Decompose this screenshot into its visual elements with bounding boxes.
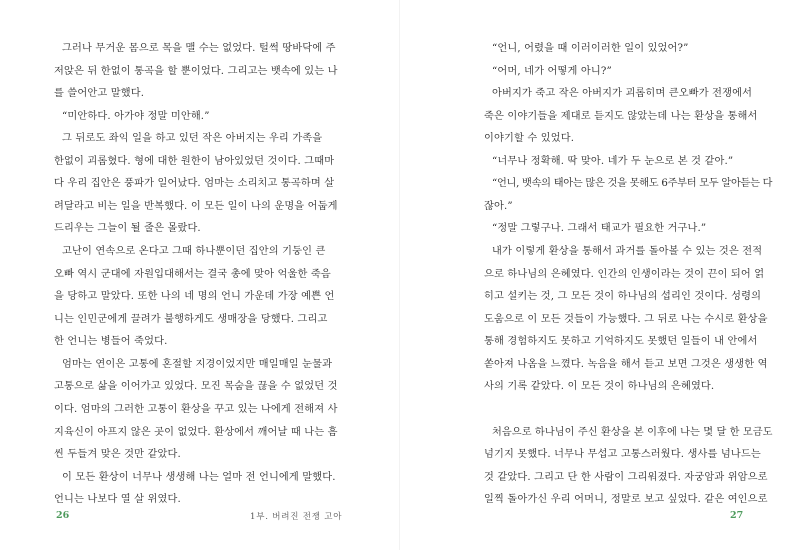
page-number: 26 xyxy=(56,510,70,521)
text-line: 언니는 나보다 열 살 위였다. xyxy=(54,494,181,505)
text-line: “언니, 어렸을 때 이러이러한 일이 있었어?” xyxy=(492,43,689,54)
text-line: 넘기지 못했다. 너무나 무섭고 고통스러웠다. 생사를 넘나드는 xyxy=(484,449,761,460)
text-line: 다 우리 집안은 풍파가 일어났다. 엄마는 소리치고 통곡하며 살 xyxy=(54,178,335,189)
text-line: 그 뒤로도 좌익 일을 하고 있던 작은 아버지는 우리 가족을 xyxy=(62,133,323,144)
text-line: 지육신이 아프지 않은 곳이 없었다. 환상에서 깨어날 때 나는 흠 xyxy=(54,427,338,438)
text-line: 드리우는 그늘이 될 줄은 몰랐다. xyxy=(54,223,201,234)
text-line: 으로 하나님의 은혜였다. 인간의 인생이라는 것이 끈이 되어 얽 xyxy=(484,269,765,280)
text-line: “정말 그렇구나. 그래서 태교가 필요한 거구나.” xyxy=(492,223,707,234)
text-line: 을 당하고 말았다. 또한 나의 네 명의 언니 가운데 가장 예쁜 언 xyxy=(54,291,335,302)
page-number: 27 xyxy=(730,510,744,521)
text-line: 니는 인민군에게 끌려가 불행하게도 생매장을 당했다. 그리고 xyxy=(54,314,328,325)
text-line: 히고 설키는 것, 그 모든 것이 하나님의 섭리인 것이다. 성령의 xyxy=(484,291,762,302)
text-line: 죽은 이야기들을 제대로 듣지도 않았는데 나는 환상을 통해서 xyxy=(484,111,758,122)
text-line: 일찍 돌아가신 우리 어머니, 정말로 보고 싶었다. 같은 여인으로 xyxy=(484,494,768,505)
text-line: 사의 기록 같았다. 이 모든 것이 하나님의 은혜였다. xyxy=(484,381,715,392)
text-line: 잖아.” xyxy=(484,201,513,212)
text-line: “너무나 정확해. 딱 맞아. 네가 두 눈으로 본 것 같아.” xyxy=(492,156,734,167)
text-line: 한 언니는 병들어 죽었다. xyxy=(54,336,168,347)
text-line: 씬 두들겨 맞은 것만 같았다. xyxy=(54,449,181,460)
text-line: 고난이 연속으로 온다고 그때 하나뿐이던 집안의 기둥인 큰 xyxy=(62,246,326,257)
text-line: 통해 경험하지도 못하고 기억하지도 못했던 일들이 내 안에서 xyxy=(484,336,758,347)
text-line: 고통으로 삶을 이어가고 있었다. 모진 목숨을 끊을 수 없었던 것 xyxy=(54,381,338,392)
text-line: 쏟아져 나옴을 느꼈다. 녹음을 해서 듣고 보면 그것은 생생한 역 xyxy=(484,359,768,370)
running-title: 1부. 버려진 전쟁 고아 xyxy=(250,512,343,522)
text-line: “어머, 네가 어떻게 아니?” xyxy=(492,66,612,77)
text-line: 를 쓸어안고 말했다. xyxy=(54,88,145,99)
text-line: 아버지가 죽고 작은 아버지가 괴롭히며 큰오빠가 전쟁에서 xyxy=(492,88,753,99)
text-line: 도움으로 이 모든 것들이 가능했다. 그 뒤로 나는 수시로 환상을 xyxy=(484,314,768,325)
text-line: 엄마는 연이은 고통에 혼절할 지경이었지만 매일매일 눈물과 xyxy=(62,359,333,370)
text-line: 그러나 무거운 몸으로 목을 맬 수는 없었다. 털썩 땅바닥에 주 xyxy=(62,43,336,54)
text-line: 이야기할 수 있었다. xyxy=(484,133,575,144)
text-line: 이 모든 환상이 너무나 생생해 나는 얼마 전 언니에게 말했다. xyxy=(62,472,336,483)
text-line: 저앉은 뒤 한없이 통곡을 할 뿐이었다. 그리고는 뱃속에 있는 나 xyxy=(54,66,338,77)
text-line: 이다. 엄마의 그러한 고통이 환상을 꾸고 있는 나에게 전해져 사 xyxy=(54,404,338,415)
text-line: “미안하다. 아가야 정말 미안해.” xyxy=(62,111,210,122)
text-line: 내가 이렇게 환상을 통해서 과거를 돌아볼 수 있는 것은 전적 xyxy=(492,246,763,257)
text-line: 처음으로 하나님이 주신 환상을 본 이후에 나는 몇 달 한 모금도 xyxy=(492,427,773,438)
text-line: 려달라고 비는 일을 반복했다. 이 모든 일이 나의 운명을 어둡게 xyxy=(54,201,338,212)
text-line: “언니, 뱃속의 태아는 많은 것을 못해도 6주부터 모두 알아듣는 다 xyxy=(492,178,773,189)
right-page xyxy=(400,0,800,550)
text-line: 것 같았다. 그리고 단 한 사람이 그리워졌다. 자궁암과 위암으로 xyxy=(484,472,768,483)
text-line: 한없이 괴롭혔다. 형에 대한 원한이 남아있었던 것이다. 그때마 xyxy=(54,156,335,167)
text-line: 오빠 역시 군대에 자원입대해서는 결국 총에 맞아 억울한 죽음 xyxy=(54,269,331,280)
